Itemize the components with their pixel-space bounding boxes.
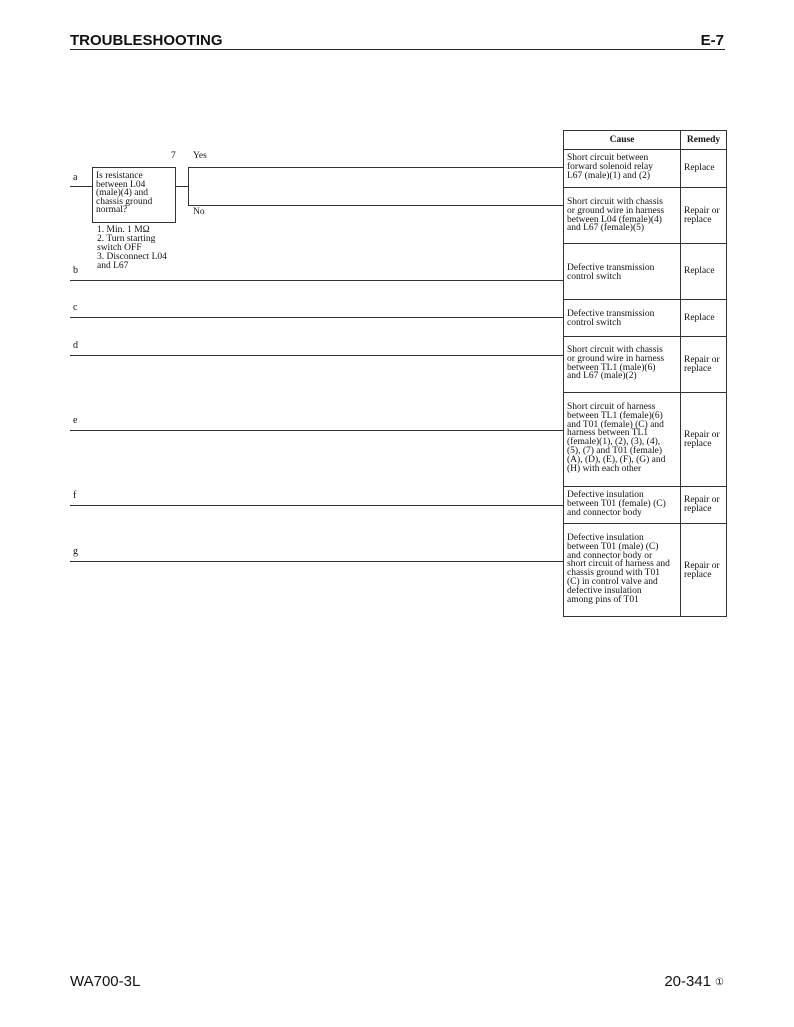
question-line: between L04	[96, 179, 146, 190]
cause-text: Defective transmission	[567, 309, 655, 319]
cause-text: between TL1 (female)(6)	[567, 410, 663, 421]
row-letter-a: a	[73, 172, 78, 183]
cause-cell	[564, 300, 681, 336]
row-letter-b: b	[73, 265, 78, 276]
cause-text: and connector body	[567, 507, 642, 518]
question-box	[92, 167, 176, 223]
remedy-text: Replace	[684, 266, 715, 276]
cause-text: Defective transmission	[567, 263, 655, 273]
cause-cell	[564, 524, 681, 617]
cause-text: L67 (male)(1) and (2)	[567, 170, 651, 181]
page-number-block	[664, 973, 724, 990]
header-rule	[70, 49, 725, 50]
branch-stub	[176, 186, 188, 187]
cause-text: and L67 (male)(2)	[567, 371, 637, 382]
remedy-text: replace	[684, 214, 712, 225]
cause-text: and connector body or	[567, 550, 653, 561]
remedy-cell	[681, 150, 726, 187]
row-line-e	[70, 430, 563, 431]
condition-line: and L67	[97, 261, 129, 271]
remedy-text: replace	[684, 438, 712, 449]
remedy-cell	[681, 393, 726, 486]
cause-cell	[564, 393, 681, 486]
remedy-text: Repair or	[684, 205, 720, 216]
row-letter-c: c	[73, 302, 78, 313]
condition-line: 1. Min. 1 MΩ	[97, 225, 150, 235]
cause-text: Short circuit with chassis	[567, 345, 663, 355]
table-header	[564, 131, 726, 150]
test-conditions	[97, 226, 167, 271]
remedy-cell	[681, 524, 726, 617]
remedy-text: Repair or	[684, 560, 720, 571]
cause-text: and L67 (female)(5)	[567, 223, 645, 234]
remedy-text: Repair or	[684, 429, 720, 440]
remedy-text: replace	[684, 363, 712, 374]
remedy-text: Replace	[684, 312, 715, 323]
cause-cell	[564, 337, 681, 392]
cause-text: control switch	[567, 317, 622, 328]
cause-text: (C) in control valve and	[567, 576, 658, 587]
question-line: Is resistance	[96, 171, 143, 181]
row-line-d	[70, 355, 563, 356]
cause-text: Defective insulation	[567, 490, 644, 500]
cause-text: between T01 (female) (C)	[567, 498, 666, 509]
cause-cell	[564, 487, 681, 523]
remedy-text: Repair or	[684, 354, 720, 365]
cause-text: short circuit of harness and	[567, 559, 670, 570]
row-line-b	[70, 280, 563, 281]
cause-text: Short circuit with chassis	[567, 197, 663, 207]
question-line: normal?	[96, 205, 128, 216]
row-line-c	[70, 317, 563, 318]
yes-branch-line	[188, 167, 563, 168]
cause-text: Short circuit between	[567, 153, 649, 163]
condition-line: switch OFF	[97, 243, 142, 253]
condition-line: 2. Turn starting	[97, 234, 156, 244]
cause-cell	[564, 188, 681, 243]
table-row	[564, 188, 726, 244]
cause-text: defective insulation	[567, 585, 642, 596]
cause-text: Short circuit of harness	[567, 402, 656, 412]
input-line-a	[70, 186, 92, 187]
table-row	[564, 393, 726, 487]
remedy-cell	[681, 244, 726, 299]
remedy-cell	[681, 300, 726, 336]
cause-text: (5), (7) and T01 (female)	[567, 445, 663, 456]
model-code: WA700-3L	[70, 973, 141, 990]
page-number: 20-341	[664, 973, 712, 990]
branch-connector	[188, 167, 189, 205]
row-letter-d: d	[73, 340, 78, 351]
cause-text: (A), (D), (E), (F), (G) and	[567, 454, 666, 465]
cause-cell	[564, 150, 681, 187]
table-row	[564, 150, 726, 188]
cause-remedy-table	[563, 130, 727, 617]
row-line-f	[70, 505, 563, 506]
cause-text: (H) with each other	[567, 463, 642, 474]
cause-text: and T01 (female) (C) and	[567, 419, 664, 430]
cause-cell	[564, 244, 681, 299]
revision-circle-icon: ①	[715, 977, 724, 988]
row-letter-g: g	[73, 546, 78, 557]
no-branch-line	[188, 205, 563, 206]
step-number: 7	[171, 151, 176, 161]
question-line: (male)(4) and	[96, 188, 148, 199]
remedy-text: replace	[684, 504, 712, 514]
question-line: chassis ground	[96, 196, 153, 207]
table-row	[564, 244, 726, 300]
cause-text: between T01 (male) (C)	[567, 541, 659, 552]
row-line-g	[70, 561, 563, 562]
remedy-text: Repair or	[684, 495, 720, 505]
table-row	[564, 300, 726, 337]
remedy-cell	[681, 337, 726, 392]
cause-text: harness between TL1	[567, 428, 649, 439]
cause-text: between TL1 (male)(6)	[567, 362, 656, 373]
table-row	[564, 337, 726, 393]
remedy-cell	[681, 188, 726, 243]
row-letter-f: f	[73, 490, 77, 501]
page-title: TROUBLESHOOTING	[70, 32, 223, 49]
cause-text: among pins of T01	[567, 594, 639, 605]
cause-text: (female)(1), (2), (3), (4),	[567, 437, 661, 448]
page-code: E-7	[700, 32, 724, 49]
cause-header: Cause	[564, 131, 681, 149]
yes-label: Yes	[193, 151, 207, 161]
remedy-cell	[681, 487, 726, 523]
row-letter-e: e	[73, 415, 78, 426]
remedy-text: Replace	[684, 163, 715, 173]
cause-text: Defective insulation	[567, 533, 644, 543]
table-row	[564, 524, 726, 617]
table-row	[564, 487, 726, 524]
remedy-text: replace	[684, 569, 712, 580]
cause-text: or ground wire in harness	[567, 353, 665, 364]
cause-text: or ground wire in harness	[567, 205, 665, 216]
cause-text: chassis ground with T01	[567, 568, 660, 579]
no-label: No	[193, 207, 205, 217]
condition-line: 3. Disconnect L04	[97, 252, 167, 262]
remedy-header: Remedy	[686, 134, 721, 145]
cause-text: between L04 (female)(4)	[567, 214, 662, 225]
cause-text: control switch	[567, 271, 622, 282]
cause-text: forward solenoid relay	[567, 161, 653, 172]
